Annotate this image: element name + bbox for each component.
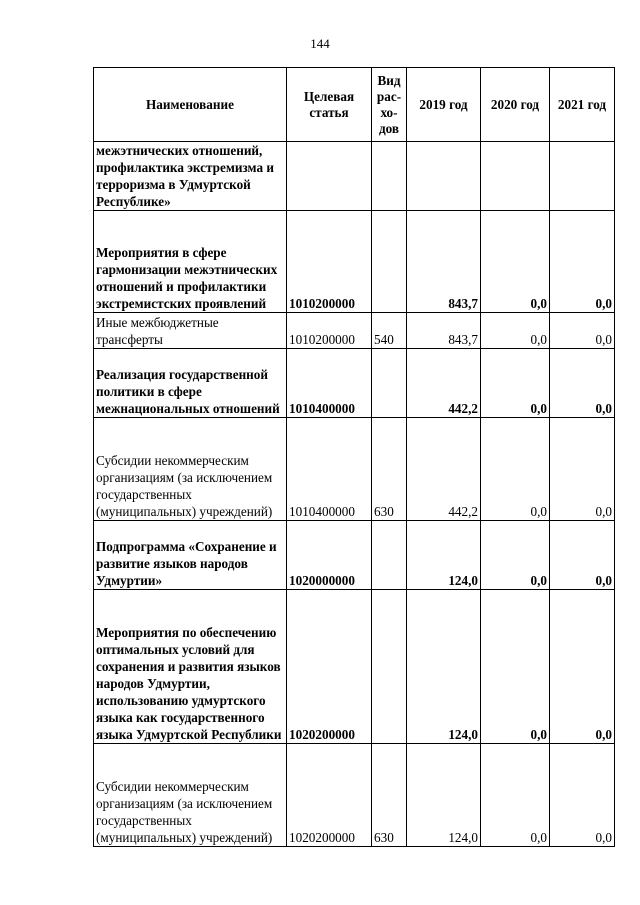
- table-row: [94, 590, 615, 744]
- row-expense-kind-cell: 540: [372, 313, 407, 349]
- table-row: [94, 349, 615, 418]
- row-2020-cell: 0,0: [481, 349, 550, 418]
- row-2020-cell: 0,0: [481, 418, 550, 521]
- row-2020-cell: 0,0: [481, 744, 550, 847]
- row-name-cell: Субсидии некоммерческим организациям (за исключением государственных (муниципальных) учреждений): [94, 418, 287, 521]
- row-2019-cell: 124,0: [407, 590, 481, 744]
- row-2021-cell: [550, 142, 615, 211]
- row-2019-cell: [407, 142, 481, 211]
- row-name-cell: Реализация государственной политики в сфере межнациональных отношений: [94, 349, 287, 418]
- table-row: [94, 211, 615, 313]
- row-2020-cell: 0,0: [481, 211, 550, 313]
- row-target-article-cell: 1020200000: [287, 590, 372, 744]
- row-expense-kind-cell: [372, 142, 407, 211]
- row-2021-cell: 0,0: [550, 313, 615, 349]
- row-2020-cell: 0,0: [481, 521, 550, 590]
- row-expense-kind-cell: 630: [372, 418, 407, 521]
- header-target-article: Целевая статья: [287, 68, 372, 142]
- row-expense-kind-cell: [372, 349, 407, 418]
- row-name-cell: Подпрограмма «Сохранение и развитие языков народов Удмуртии»: [94, 521, 287, 590]
- row-2019-cell: 442,2: [407, 418, 481, 521]
- table-row: [94, 418, 615, 521]
- table-row: [94, 521, 615, 590]
- table-row: [94, 744, 615, 847]
- row-2019-cell: 843,7: [407, 211, 481, 313]
- row-target-article-cell: 1010200000: [287, 211, 372, 313]
- row-name-cell: Мероприятия по обеспечению оптимальных условий для сохранения и развития языков народов Удмуртии, использованию удмуртского языка как государственного языка Удмуртской Республики: [94, 590, 287, 744]
- row-2020-cell: [481, 142, 550, 211]
- row-target-article-cell: 1020200000: [287, 744, 372, 847]
- row-2020-cell: 0,0: [481, 590, 550, 744]
- row-2021-cell: 0,0: [550, 521, 615, 590]
- row-2019-cell: 843,7: [407, 313, 481, 349]
- table-row: [94, 313, 615, 349]
- row-target-article-cell: [287, 142, 372, 211]
- row-expense-kind-cell: [372, 211, 407, 313]
- header-2019: 2019 год: [407, 68, 481, 142]
- row-target-article-cell: 1020000000: [287, 521, 372, 590]
- row-2020-cell: 0,0: [481, 313, 550, 349]
- row-expense-kind-cell: 630: [372, 744, 407, 847]
- header-name: Наименование: [94, 68, 287, 142]
- row-name-cell: межэтнических отношений, профилактика экстремизма и терроризма в Удмуртской Республике»: [94, 142, 287, 211]
- row-2021-cell: 0,0: [550, 590, 615, 744]
- header-expense-kind: Вид рас-хо-дов: [372, 68, 407, 142]
- row-2019-cell: 442,2: [407, 349, 481, 418]
- row-expense-kind-cell: [372, 590, 407, 744]
- row-2019-cell: 124,0: [407, 521, 481, 590]
- row-2021-cell: 0,0: [550, 744, 615, 847]
- table-row: [94, 142, 615, 211]
- row-2019-cell: 124,0: [407, 744, 481, 847]
- row-name-cell: Мероприятия в сфере гармонизации межэтнических отношений и профилактики экстремистских проявлений: [94, 211, 287, 313]
- row-name-cell: Субсидии некоммерческим организациям (за исключением государственных (муниципальных) учреждений): [94, 744, 287, 847]
- table-header-row: [94, 68, 615, 142]
- header-2021: 2021 год: [550, 68, 615, 142]
- header-2020: 2020 год: [481, 68, 550, 142]
- row-2021-cell: 0,0: [550, 418, 615, 521]
- row-2021-cell: 0,0: [550, 211, 615, 313]
- row-expense-kind-cell: [372, 521, 407, 590]
- row-target-article-cell: 1010400000: [287, 349, 372, 418]
- row-target-article-cell: 1010200000: [287, 313, 372, 349]
- row-target-article-cell: 1010400000: [287, 418, 372, 521]
- page-number: 144: [310, 36, 330, 51]
- row-2021-cell: 0,0: [550, 349, 615, 418]
- row-name-cell: Иные межбюджетные трансферты: [94, 313, 287, 349]
- budget-table: [93, 67, 615, 847]
